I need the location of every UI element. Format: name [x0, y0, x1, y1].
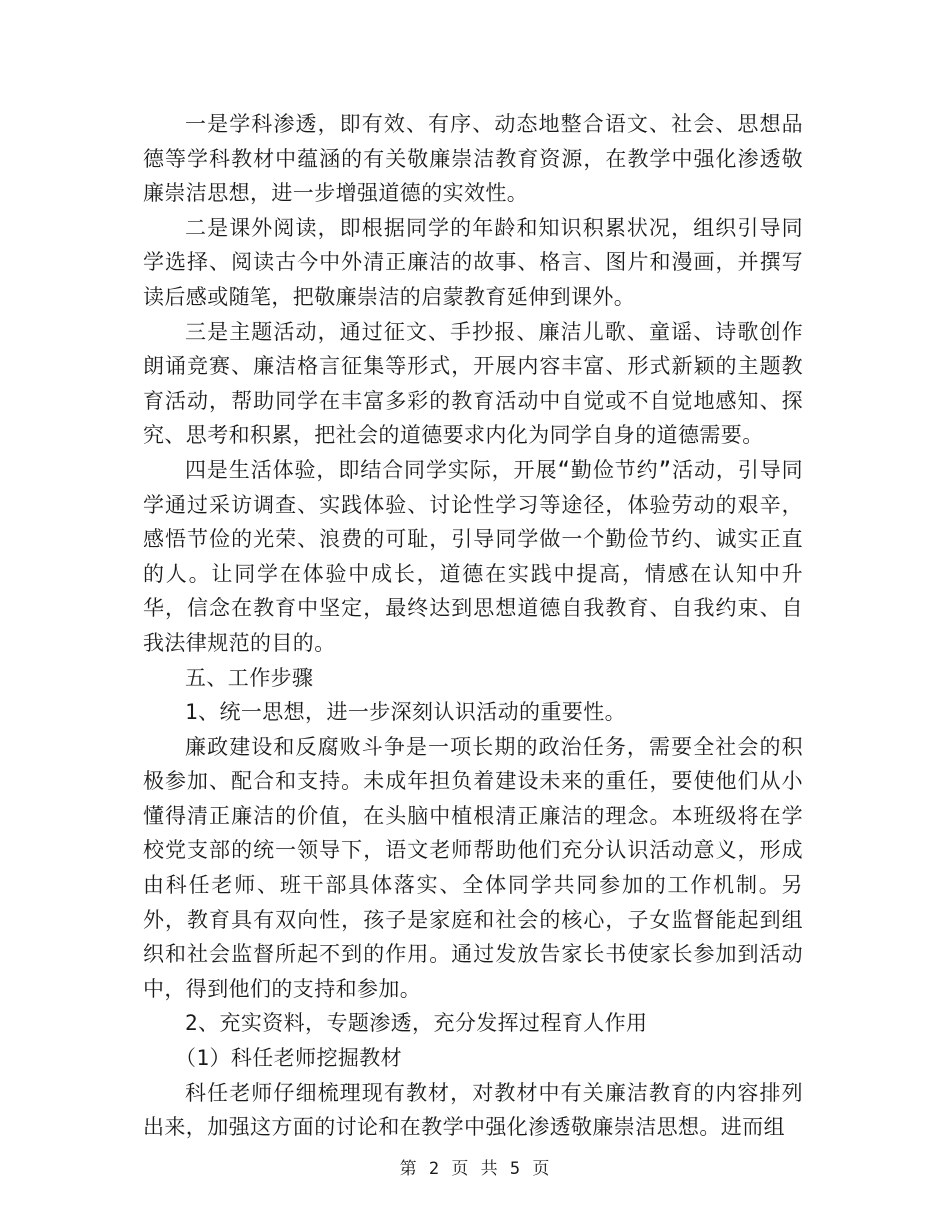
page-number-footer: 第 2 页 共 5 页 — [399, 1159, 551, 1179]
paragraph-theme-activities: 三是主题活动，通过征文、手抄报、廉洁儿歌、童谣、诗歌创作朗诵竞赛、廉洁格言征集等形式，开展内容丰富、形式新颖的主题教育活动，帮助同学在丰富多彩的教育活动中自觉或不自觉地感知、探究、思考和积累，把社会的道德要求内化为同学自身的道德需要。 — [143, 319, 803, 448]
paragraph-life-experience: 四是生活体验，即结合同学实际，开展“勤俭节约”活动，引导同学通过采访调查、实践体验、讨论性学习等途径，体验劳动的艰辛，感悟节俭的光荣、浪费的可耻，引导同学做一个勤俭节约、诚实正直的人。让同学在体验中成长，道德在实践中提高，情感在认知中升华，信念在教育中坚定，最终达到思想道德自我教育、自我约束、自我法律规范的目的。 — [143, 457, 803, 655]
step-heading-unify-thinking: 1、统一思想，进一步深刻认识活动的重要性。 — [185, 700, 627, 725]
document-body — [143, 107, 803, 1145]
paragraph-subject-infiltration: 一是学科渗透，即有效、有序、动态地整合语文、社会、思想品德等学科教材中蕴涵的有关敬廉崇洁教育资源，在教学中强化渗透敬廉崇洁思想，进一步增强道德的实效性。 — [143, 112, 803, 206]
paragraph-extracurricular-reading: 二是课外阅读，即根据同学的年龄和知识积累状况，组织引导同学选择、阅读古今中外清正廉洁的故事、格言、图片和漫画，并撰写读后感或随笔，把敬廉崇洁的启蒙教育延伸到课外。 — [143, 215, 803, 309]
step-heading-enrich-materials: 2、充实资料，专题渗透，充分发挥过程育人作用 — [185, 1011, 648, 1036]
subheading-teachers-explore-textbooks: （1）科任老师挖掘教材 — [175, 1046, 403, 1071]
paragraph-anti-corruption: 廉政建设和反腐败斗争是一项长期的政治任务，需要全社会的积极参加、配合和支持。未成年担负着建设未来的重任，要使他们从小懂得清正廉洁的价值，在头脑中植根清正廉洁的理念。本班级将在学校党支部的统一领导下，语文老师帮助他们充分认识活动意义，形成由科任老师、班干部具体落实、全体同学共同参加的工作机制。另外，教育具有双向性，孩子是家庭和社会的核心，子女监督能起到组织和社会监督所起不到的作用。通过发放告家长书使家长参加到活动中，得到他们的支持和参加。 — [143, 734, 803, 1001]
paragraph-teachers-review-textbooks: 科任老师仔细梳理现有教材，对教材中有关廉洁教育的内容排列出来，加强这方面的讨论和在教学中强化渗透敬廉崇洁思想。进而组 — [143, 1080, 803, 1140]
section-heading-work-steps: 五、工作步骤 — [185, 665, 314, 690]
